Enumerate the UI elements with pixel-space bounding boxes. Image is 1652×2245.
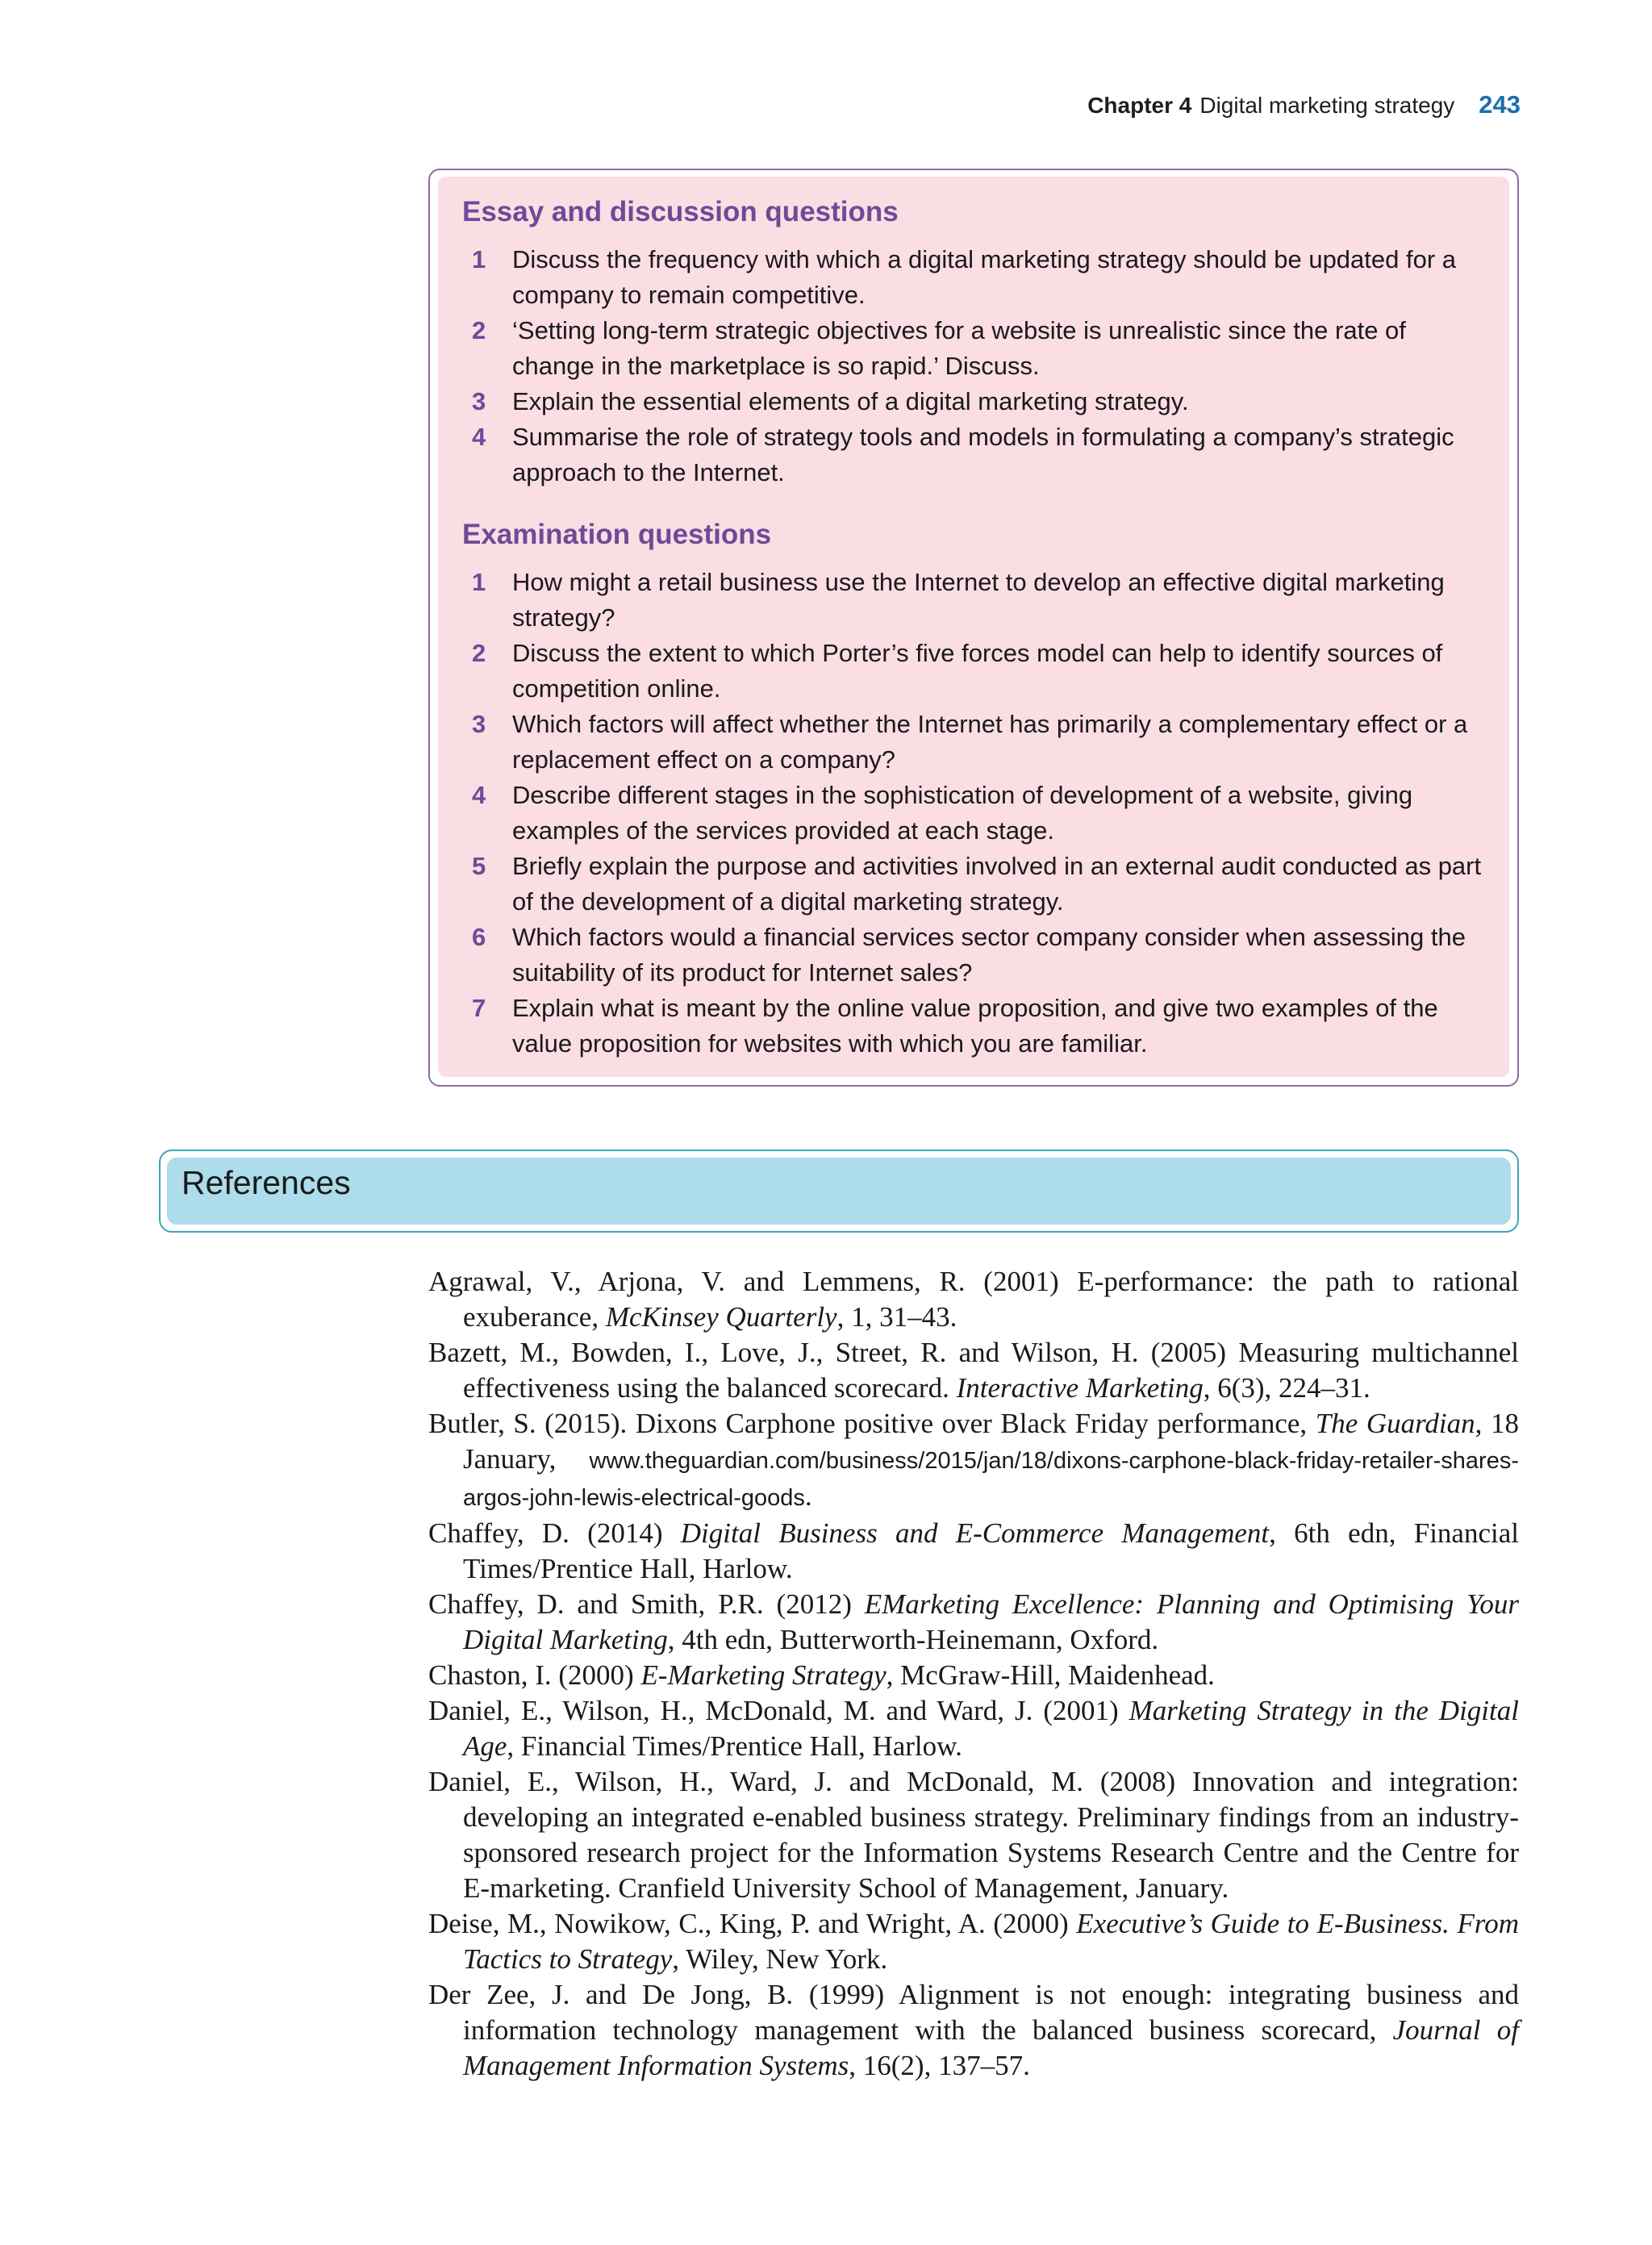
question-text: ‘Setting long-term strategic objectives for a website is unrealistic since the rate of change in the marketplace is so rapid.’ Discuss. (512, 316, 1406, 380)
reference-details: , Financial Times/Prentice Hall, Harlow. (507, 1730, 962, 1762)
reference-source: Digital Business and E-Commerce Management (680, 1517, 1270, 1549)
chapter-title: Digital marketing strategy (1199, 93, 1455, 118)
list-item (472, 991, 1488, 1062)
question-text: Describe different stages in the sophistication of development of a website, giving examples of the services provided at each stage. (512, 781, 1413, 845)
reference-source: Interactive Marketing (956, 1372, 1204, 1404)
reference-details: , 16(2), 137–57. (849, 2050, 1030, 2081)
reference-details: , Wiley, New York. (672, 1943, 888, 1975)
list-item (472, 242, 1488, 313)
reference-text: Agrawal, V., Arjona, V. and Lemmens, R. (2001) E-performance: the path to rational exuberance, (428, 1266, 1519, 1333)
question-text: How might a retail business use the Internet to develop an effective digital marketing strategy? (512, 568, 1445, 632)
references-banner (159, 1150, 1519, 1233)
reference-entry (428, 1587, 1519, 1658)
reference-list (428, 1264, 1519, 2084)
question-number: 6 (472, 923, 486, 951)
list-item (472, 849, 1488, 920)
question-number: 1 (472, 245, 486, 273)
chapter-label: Chapter 4 (1087, 93, 1192, 118)
reference-source: The Guardian (1315, 1408, 1475, 1439)
question-number: 1 (472, 568, 486, 596)
list-item (472, 636, 1488, 707)
question-number: 7 (472, 994, 486, 1022)
essay-heading: Essay and discussion questions (462, 196, 899, 227)
reference-details: , 6th edn, Financial Times/Prentice Hall, Harlow. (463, 1517, 1519, 1584)
question-text: Explain what is meant by the online value proposition, and give two examples of the value proposition for websites with which you are familiar. (512, 994, 1438, 1058)
references-heading: References (181, 1164, 351, 1201)
reference-entry (428, 1406, 1519, 1516)
question-number: 5 (472, 852, 486, 880)
reference-details: , 18 January, (463, 1408, 1519, 1475)
reference-entry (428, 1658, 1519, 1693)
reference-entry (428, 1264, 1519, 1335)
reference-text: Der Zee, J. and De Jong, B. (1999) Alignment is not enough: integrating business and information technology management with the balanced business scorecard, (428, 1979, 1519, 2046)
question-text: Discuss the extent to which Porter’s five forces model can help to identify sources of competition online. (512, 639, 1443, 703)
question-number: 4 (472, 781, 486, 809)
reference-end: . (804, 1480, 812, 1512)
question-number: 2 (472, 316, 486, 344)
reference-text: Chaston, I. (2000) (428, 1659, 641, 1691)
reference-text: Daniel, E., Wilson, H., McDonald, M. and Ward, J. (2001) (428, 1695, 1129, 1726)
reference-details: , McGraw-Hill, Maidenhead. (886, 1659, 1215, 1691)
reference-url-link[interactable]: www.theguardian.com/business/2015/jan/18/dixons-carphone-black-friday-retailer-shares-argos-john-lewis-electrical-goods (463, 1448, 1519, 1511)
reference-source: EMarketing Excellence: Planning and Optimising Your Digital Marketing (463, 1588, 1519, 1655)
reference-details: , 1, 31–43. (836, 1301, 957, 1333)
list-item (472, 707, 1488, 778)
list-item (472, 778, 1488, 849)
exam-question-list (472, 565, 1488, 1062)
reference-text: Chaffey, D. (2014) (428, 1517, 681, 1549)
essay-question-list (472, 242, 1488, 490)
question-text: Discuss the frequency with which a digital marketing strategy should be updated for a company to remain competitive. (512, 245, 1457, 309)
reference-text: Bazett, M., Bowden, I., Love, J., Street, R. and Wilson, H. (2005) Measuring multichannel effectiveness using the balanced scorecard. (428, 1337, 1519, 1404)
reference-details: , 6(3), 224–31. (1203, 1372, 1370, 1404)
reference-text: Daniel, E., Wilson, H., Ward, J. and McDonald, M. (2008) Innovation and integration: developing an integrated e-enabled business strategy. Preliminary findings from an industry-sponsored research project for the Information Systems Research Centre and the Centre for E-marketing. Cranfield University School of Management, January. (428, 1766, 1519, 1904)
reference-entry (428, 1977, 1519, 2084)
references-banner-background (167, 1158, 1511, 1225)
reference-source: Journal of Management Information Systems (463, 2014, 1519, 2081)
reference-entry (428, 1693, 1519, 1764)
reference-details: , 4th edn, Butterworth-Heinemann, Oxford. (667, 1624, 1159, 1655)
running-head (1087, 90, 1521, 119)
question-text: Which factors will affect whether the Internet has primarily a complementary effect or a replacement effect on a company? (512, 710, 1468, 774)
list-item (472, 565, 1488, 636)
reference-entry (428, 1906, 1519, 1977)
question-text: Briefly explain the purpose and activities involved in an external audit conducted as part of the development of a digital marketing strategy. (512, 852, 1482, 916)
reference-source: E-Marketing Strategy (640, 1659, 886, 1691)
list-item (472, 920, 1488, 991)
question-text: Explain the essential elements of a digital marketing strategy. (512, 387, 1189, 415)
question-number: 3 (472, 710, 486, 738)
list-item (472, 419, 1488, 490)
reference-text: Deise, M., Nowikow, C., King, P. and Wright, A. (2000) (428, 1908, 1077, 1939)
exam-heading: Examination questions (462, 519, 772, 550)
reference-source: McKinsey Quarterly (605, 1301, 837, 1333)
page-number: 243 (1479, 90, 1521, 119)
reference-entry (428, 1764, 1519, 1906)
question-number: 4 (472, 423, 486, 451)
list-item (472, 313, 1488, 384)
list-item (472, 384, 1488, 419)
question-text: Summarise the role of strategy tools and models in formulating a company’s strategic approach to the Internet. (512, 423, 1454, 486)
reference-entry (428, 1335, 1519, 1406)
reference-text: Chaffey, D. and Smith, P.R. (2012) (428, 1588, 865, 1620)
question-number: 3 (472, 387, 486, 415)
reference-entry (428, 1516, 1519, 1587)
question-number: 2 (472, 639, 486, 667)
reference-text: Butler, S. (2015). Dixons Carphone positive over Black Friday performance, (428, 1408, 1316, 1439)
reference-source: Executive’s Guide to E-Business. From Tactics to Strategy (463, 1908, 1519, 1975)
question-text: Which factors would a financial services sector company consider when assessing the suitability of its product for Internet sales? (512, 923, 1466, 987)
reference-source: Marketing Strategy in the Digital Age (463, 1695, 1519, 1762)
